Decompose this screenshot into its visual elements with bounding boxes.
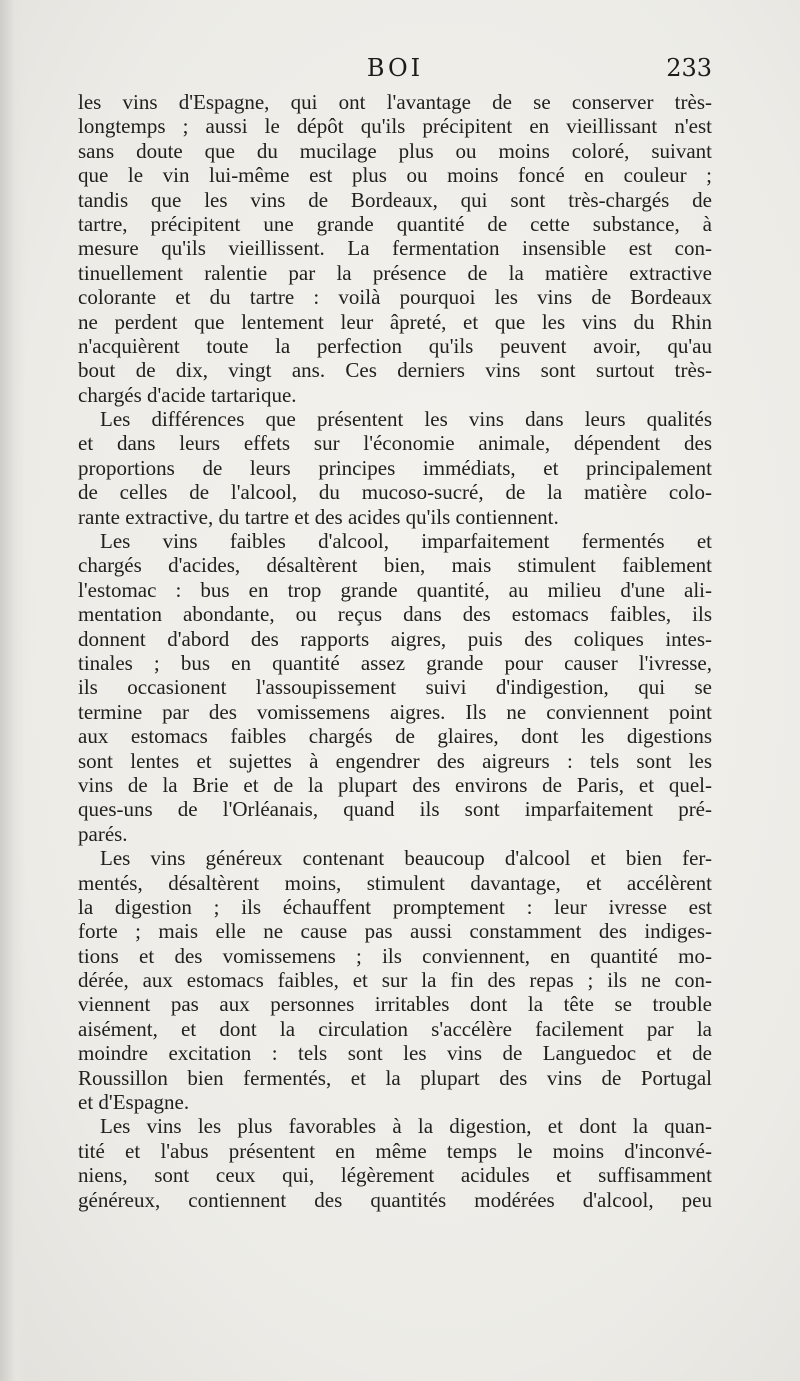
text-line: vins de la Brie et de la plupart des environs de Paris, et quel- <box>78 772 712 797</box>
text-line: longtemps ; aussi le dépôt qu'ils précipitent en vieillissant n'est <box>78 114 712 139</box>
running-head-title: BOI <box>366 54 424 82</box>
text-line: la digestion ; ils échauffent promptement : leur ivresse est <box>78 894 712 919</box>
text-line: tinales ; bus en quantité assez grande pour causer l'ivresse, <box>78 650 712 675</box>
text-line: chargés d'acide tartarique. <box>78 382 297 407</box>
text-line: proportions de leurs principes immédiats, et principalement <box>78 455 712 480</box>
text-line: mentés, désaltèrent moins, stimulent davantage, et accélèrent <box>78 870 712 895</box>
text-line: et d'Espagne. <box>78 1090 190 1115</box>
text-line: tandis que les vins de Bordeaux, qui sont très-chargés de <box>78 187 712 212</box>
text-line: tions et des vomissemens ; ils conviennent, en quantité mo- <box>78 943 712 968</box>
text-line: niens, sont ceux qui, légèrement acidules et suffisamment <box>78 1163 712 1188</box>
text-line: parés. <box>78 821 128 846</box>
text-line: bout de dix, vingt ans. Ces derniers vins sont surtout très- <box>78 358 712 383</box>
text-line: n'acquièrent toute la perfection qu'ils peuvent avoir, qu'au <box>78 333 712 358</box>
text-line: dérée, aux estomacs faibles, et sur la fin des repas ; ils ne con- <box>78 968 712 993</box>
text-line: Roussillon bien fermentés, et la plupart des vins de Portugal <box>78 1065 712 1090</box>
text-line: Les vins généreux contenant beaucoup d'alcool et bien fer- <box>100 846 712 871</box>
text-line: et dans leurs effets sur l'économie animale, dépendent des <box>78 431 712 456</box>
text-line: mesure qu'ils vieillissent. La fermentation insensible est con- <box>78 236 712 261</box>
text-line: aisément, et dont la circulation s'accélère facilement par la <box>78 1016 712 1041</box>
text-line: viennent pas aux personnes irritables dont la tête se trouble <box>78 992 712 1017</box>
text-line: forte ; mais elle ne cause pas aussi constamment des indiges- <box>78 919 712 944</box>
text-line: termine par des vomissemens aigres. Ils ne conviennent point <box>78 699 712 724</box>
text-line: généreux, contiennent des quantités modérées d'alcool, peu <box>78 1187 712 1212</box>
text-line: Les vins faibles d'alcool, imparfaitement fermentés et <box>100 529 712 554</box>
text-line: tité et l'abus présentent en même temps le moins d'inconvé- <box>78 1138 712 1163</box>
text-line: tinuellement ralentie par la présence de la matière extractive <box>78 260 712 285</box>
text-line: Les vins les plus favorables à la digestion, et dont la quan- <box>100 1114 712 1139</box>
text-line: colorante et du tartre : voilà pourquoi les vins de Bordeaux <box>78 285 712 310</box>
running-header <box>78 52 712 88</box>
text-line: mentation abondante, ou reçus dans des estomacs faibles, ils <box>78 602 712 627</box>
text-line: l'estomac : bus en trop grande quantité, au milieu d'une ali- <box>78 577 712 602</box>
text-line: ques-uns de l'Orléanais, quand ils sont imparfaitement pré- <box>78 797 712 822</box>
binding-shadow <box>0 0 26 1381</box>
text-line: donnent d'abord des rapports aigres, puis des coliques intes- <box>78 626 712 651</box>
text-line: chargés d'acides, désaltèrent bien, mais stimulent faiblement <box>78 553 712 578</box>
text-line: tartre, précipitent une grande quantité de cette substance, à <box>78 211 712 236</box>
text-line: Les différences que présentent les vins dans leurs qualités <box>100 407 712 432</box>
text-line: ils occasionent l'assoupissement suivi d'indigestion, qui se <box>78 675 712 700</box>
text-line: sont lentes et sujettes à engendrer des aigreurs : tels sont les <box>78 748 712 773</box>
page-number: 233 <box>666 54 712 82</box>
text-line: de celles de l'alcool, du mucoso-sucré, de la matière colo- <box>78 480 712 505</box>
text-line: sans doute que du mucilage plus ou moins coloré, suivant <box>78 138 712 163</box>
text-line: ne perdent que lentement leur âpreté, et que les vins du Rhin <box>78 309 712 334</box>
text-line: aux estomacs faibles chargés de glaires, dont les digestions <box>78 724 712 749</box>
body-text <box>78 90 712 1212</box>
text-line: rante extractive, du tartre et des acides qu'ils contiennent. <box>78 504 559 529</box>
text-line: que le vin lui-même est plus ou moins foncé en couleur ; <box>78 163 712 188</box>
text-line: les vins d'Espagne, qui ont l'avantage de se conserver très- <box>78 90 712 114</box>
text-line: moindre excitation : tels sont les vins de Languedoc et de <box>78 1041 712 1066</box>
